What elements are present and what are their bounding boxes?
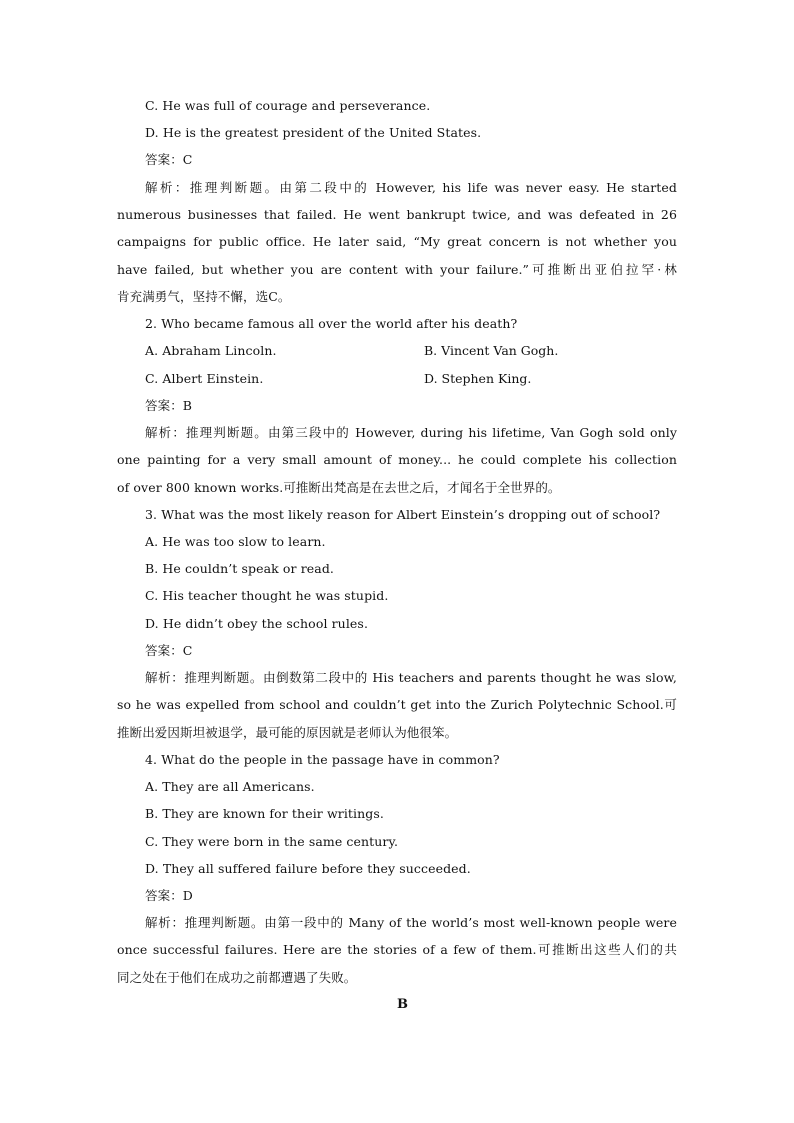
q4-option-d: D. They all suffered failure before they succeeded. xyxy=(145,861,471,876)
q2-answer: 答案：B xyxy=(145,398,193,413)
q4-explanation-line: once successful failures. Here are the stories of a few of them.可推断出这些人们的共 xyxy=(117,942,677,957)
q1-explanation-line: campaigns for public office. He later said, “My great concern is not whether you xyxy=(117,234,677,249)
q4-option-a: A. They are all Americans. xyxy=(145,779,315,794)
q1-option-d: D. He is the greatest president of the United States. xyxy=(145,125,482,140)
q2-explanation-line: of over 800 known works.可推断出梵高是在去世之后，才闻名于全世界的。 xyxy=(117,480,561,495)
q4-explanation-line: 同之处在于他们在成功之前都遭遇了失败。 xyxy=(117,970,357,985)
q1-explanation-line: 解析：推理判断题。由第二段中的 However, his life was never easy. He started xyxy=(145,180,677,195)
q2-question: 2. Who became famous all over the world after his death? xyxy=(145,316,518,331)
q3-option-d: D. He didn’t obey the school rules. xyxy=(145,616,369,631)
q1-explanation-line: have failed, but whether you are content with your failure.”可推断出亚伯拉罕·林 xyxy=(117,262,677,277)
q1-explanation-line: numerous businesses that failed. He went bankrupt twice, and was defeated in 26 xyxy=(117,207,677,222)
q4-option-b: B. They are known for their writings. xyxy=(145,806,384,821)
q3-question: 3. What was the most likely reason for Albert Einstein’s dropping out of school? xyxy=(145,507,661,522)
q3-answer: 答案：C xyxy=(145,643,193,658)
q3-option-a: A. He was too slow to learn. xyxy=(145,534,326,549)
section-heading: B xyxy=(397,997,408,1012)
q2-explanation-line: one painting for a very small amount of money... he could complete his collection xyxy=(117,452,677,467)
q2-option-c: C. Albert Einstein. xyxy=(145,371,264,386)
q4-option-c: C. They were born in the same century. xyxy=(145,834,399,849)
q4-answer: 答案：D xyxy=(145,888,193,903)
q3-option-b: B. He couldn’t speak or read. xyxy=(145,561,334,576)
q3-explanation-line: 推断出爱因斯坦被退学，最可能的原因就是老师认为他很笨。 xyxy=(117,725,458,740)
q1-explanation-line: 肯充满勇气，坚持不懈，选C。 xyxy=(117,289,291,304)
q1-option-c: C. He was full of courage and perseverance. xyxy=(145,98,431,113)
q4-explanation-line: 解析：推理判断题。由第一段中的 Many of the world’s most well-known people were xyxy=(145,915,677,930)
q3-explanation-line: 解析：推理判断题。由倒数第二段中的 His teachers and parents thought he was slow, xyxy=(145,670,677,685)
q2-option-a: A. Abraham Lincoln. xyxy=(145,343,277,358)
q3-explanation-line: so he was expelled from school and couldn’t get into the Zurich Polytechnic School.可 xyxy=(117,697,677,712)
q2-explanation-line: 解析：推理判断题。由第三段中的 However, during his lifetime, Van Gogh sold only xyxy=(145,425,677,440)
q2-option-d: D. Stephen King. xyxy=(424,371,532,386)
q2-option-b: B. Vincent Van Gogh. xyxy=(424,343,559,358)
q3-option-c: C. His teacher thought he was stupid. xyxy=(145,588,389,603)
q1-answer: 答案：C xyxy=(145,152,193,167)
q4-question: 4. What do the people in the passage have in common? xyxy=(145,752,500,767)
